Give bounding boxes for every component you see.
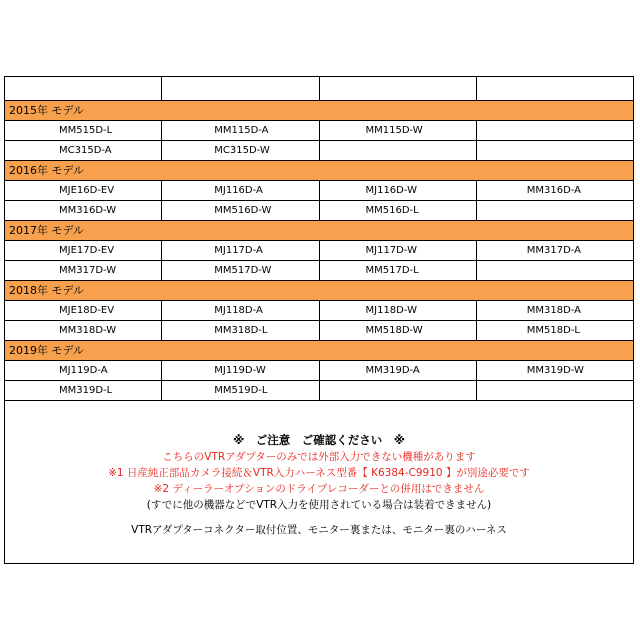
model-cell: MJ117D-A	[162, 240, 319, 260]
model-table	[4, 76, 634, 401]
notice-line-3: ※2 ディーラーオプションのドライブレコーダーとの併用はできません	[153, 483, 485, 495]
table-row	[5, 360, 634, 380]
model-cell: MJE16D-EV	[5, 180, 162, 200]
model-cell: MJE17D-EV	[5, 240, 162, 260]
section-header	[5, 160, 634, 180]
section-header-cell	[5, 100, 634, 120]
section-header-cell	[5, 340, 634, 360]
model-cell	[476, 120, 633, 140]
table-row	[5, 320, 634, 340]
model-cell: MM318D-A	[476, 300, 633, 320]
table-row	[5, 120, 634, 140]
section-header-cell	[5, 160, 634, 180]
model-cell: MM317D-A	[476, 240, 633, 260]
model-cell: MJ117D-W	[319, 240, 476, 260]
section-header	[5, 220, 634, 240]
model-cell: MJ118D-A	[162, 300, 319, 320]
model-cell: MM115D-W	[319, 120, 476, 140]
section-header-cell	[5, 220, 634, 240]
notice-line-5: VTRアダプターコネクター取付位置、モニター裏または、モニター裏のハーネス	[131, 524, 507, 536]
model-cell: MM319D-W	[476, 360, 633, 380]
section-header	[5, 280, 634, 300]
section-label: モデル	[51, 284, 84, 297]
table-row	[5, 260, 634, 280]
section-header	[5, 100, 634, 120]
model-cell	[476, 380, 633, 400]
model-cell: MJ116D-W	[319, 180, 476, 200]
model-cell: MM317D-W	[5, 260, 162, 280]
model-cell: MM517D-L	[319, 260, 476, 280]
model-cell: MM519D-L	[162, 380, 319, 400]
model-cell	[319, 380, 476, 400]
section-label: モデル	[51, 224, 84, 237]
model-cell: MM318D-W	[5, 320, 162, 340]
section-year: 2015年	[9, 104, 48, 117]
model-cell: MC315D-A	[5, 140, 162, 160]
table-row	[5, 140, 634, 160]
notice-line-4: (すでに他の機器などでVTR入力を使用されている場合は装着できません)	[146, 499, 492, 511]
model-cell: MM518D-L	[476, 320, 633, 340]
notice-title: ※ ご注意 ご確認ください ※	[233, 433, 405, 447]
model-cell	[476, 140, 633, 160]
table-row	[5, 180, 634, 200]
model-cell: MM319D-L	[5, 380, 162, 400]
table-row	[5, 380, 634, 400]
model-cell	[319, 140, 476, 160]
model-cell: MM318D-L	[162, 320, 319, 340]
model-cell: MJ119D-A	[5, 360, 162, 380]
model-cell: MM319D-A	[319, 360, 476, 380]
table-row	[5, 200, 634, 220]
section-label: モデル	[51, 104, 84, 117]
table-row	[5, 300, 634, 320]
section-year: 2018年	[9, 284, 48, 297]
section-header	[5, 340, 634, 360]
model-cell: MJ118D-W	[319, 300, 476, 320]
table-top-stub	[5, 76, 634, 100]
notice-block	[4, 432, 634, 538]
model-cell: MC315D-W	[162, 140, 319, 160]
model-cell: MM515D-L	[5, 120, 162, 140]
model-cell: MM316D-A	[476, 180, 633, 200]
model-cell: MM517D-W	[162, 260, 319, 280]
notice-line-2: ※1 日産純正部品カメラ接続＆VTR入力ハーネス型番【 K6384-C9910 】が別途必要です	[108, 467, 530, 479]
model-cell: MM316D-W	[5, 200, 162, 220]
section-year: 2017年	[9, 224, 48, 237]
notice-line-1: こちらのVTRアダプターのみでは外部入力できない機種があります	[162, 451, 476, 463]
model-cell	[476, 260, 633, 280]
model-cell: MM516D-W	[162, 200, 319, 220]
model-cell: MM518D-W	[319, 320, 476, 340]
model-cell: MJ119D-W	[162, 360, 319, 380]
section-header-cell	[5, 280, 634, 300]
model-cell: MJ116D-A	[162, 180, 319, 200]
model-cell: MM115D-A	[162, 120, 319, 140]
model-cell: MJE18D-EV	[5, 300, 162, 320]
model-cell: MM516D-L	[319, 200, 476, 220]
section-label: モデル	[51, 164, 84, 177]
section-year: 2019年	[9, 344, 48, 357]
table-row	[5, 240, 634, 260]
section-label: モデル	[51, 344, 84, 357]
model-cell	[476, 200, 633, 220]
section-year: 2016年	[9, 164, 48, 177]
